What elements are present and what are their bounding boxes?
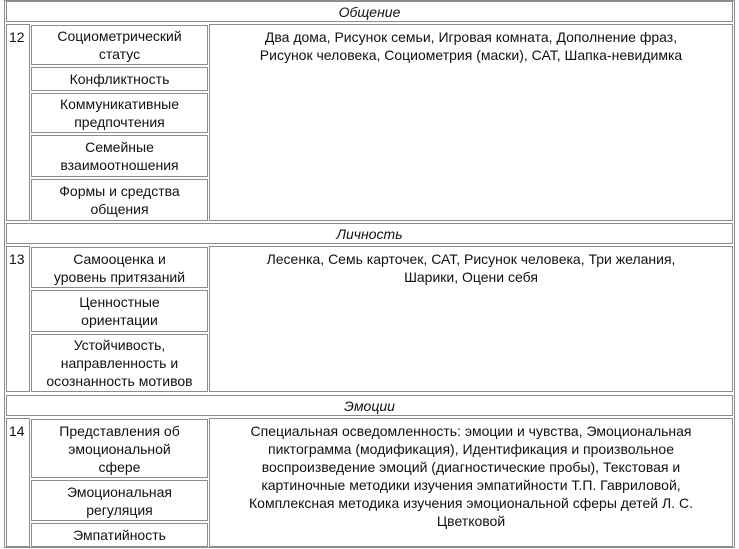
- methods-cell: Специальная осведомленность: эмоции и чувства, Эмоциональная пиктограмма (модификация), Идентификация и произвольное воспроизведение эмоций (диагностические пробы), Текстовая и картиночные методики изучения эмпатийности Т.П. Гавриловой, Комплексная методика изучения эмоциональной сферы детей Л. С. Цветковой: [209, 418, 733, 547]
- aspect-cell: Представления об эмоциональной сфере: [31, 419, 208, 478]
- aspect-cell: Формы и средства общения: [31, 179, 208, 221]
- methods-cell: Лесенка, Семь карточек, САТ, Рисунок человека, Три желания, Шарики, Оцени себя: [209, 246, 733, 392]
- aspect-cell: Устойчивость, направленность и осознанность мотивов: [31, 334, 208, 392]
- section-title: Эмоции: [344, 397, 395, 414]
- aspect-cell: Семейные взаимоотношения: [31, 135, 208, 177]
- aspect-cell: Коммуникативные предпочтения: [31, 93, 208, 133]
- section-title: Личность: [336, 225, 403, 242]
- section-title: Общение: [338, 3, 401, 20]
- aspect-cell: Конфликтность: [31, 67, 208, 91]
- aspect-cell: Эмпатийность: [31, 523, 208, 547]
- section-header-personality: [6, 223, 733, 244]
- section-header-communication: [6, 1, 733, 22]
- row-number: 13: [6, 246, 30, 392]
- aspect-cell: Самооценка и уровень притязаний: [31, 247, 208, 288]
- row-number: 14: [6, 418, 30, 547]
- row-number: 12: [6, 24, 30, 221]
- aspect-cell: Ценностные ориентации: [31, 290, 208, 332]
- aspect-cell: Социометрический статус: [31, 25, 208, 65]
- section-header-emotions: [6, 395, 733, 416]
- methods-cell: Два дома, Рисунок семьи, Игровая комната, Дополнение фраз, Рисунок человека, Социометрия (маски), САТ, Шапка-невидимка: [209, 24, 733, 221]
- aspect-cell: Эмоциональная регуляция: [31, 480, 208, 521]
